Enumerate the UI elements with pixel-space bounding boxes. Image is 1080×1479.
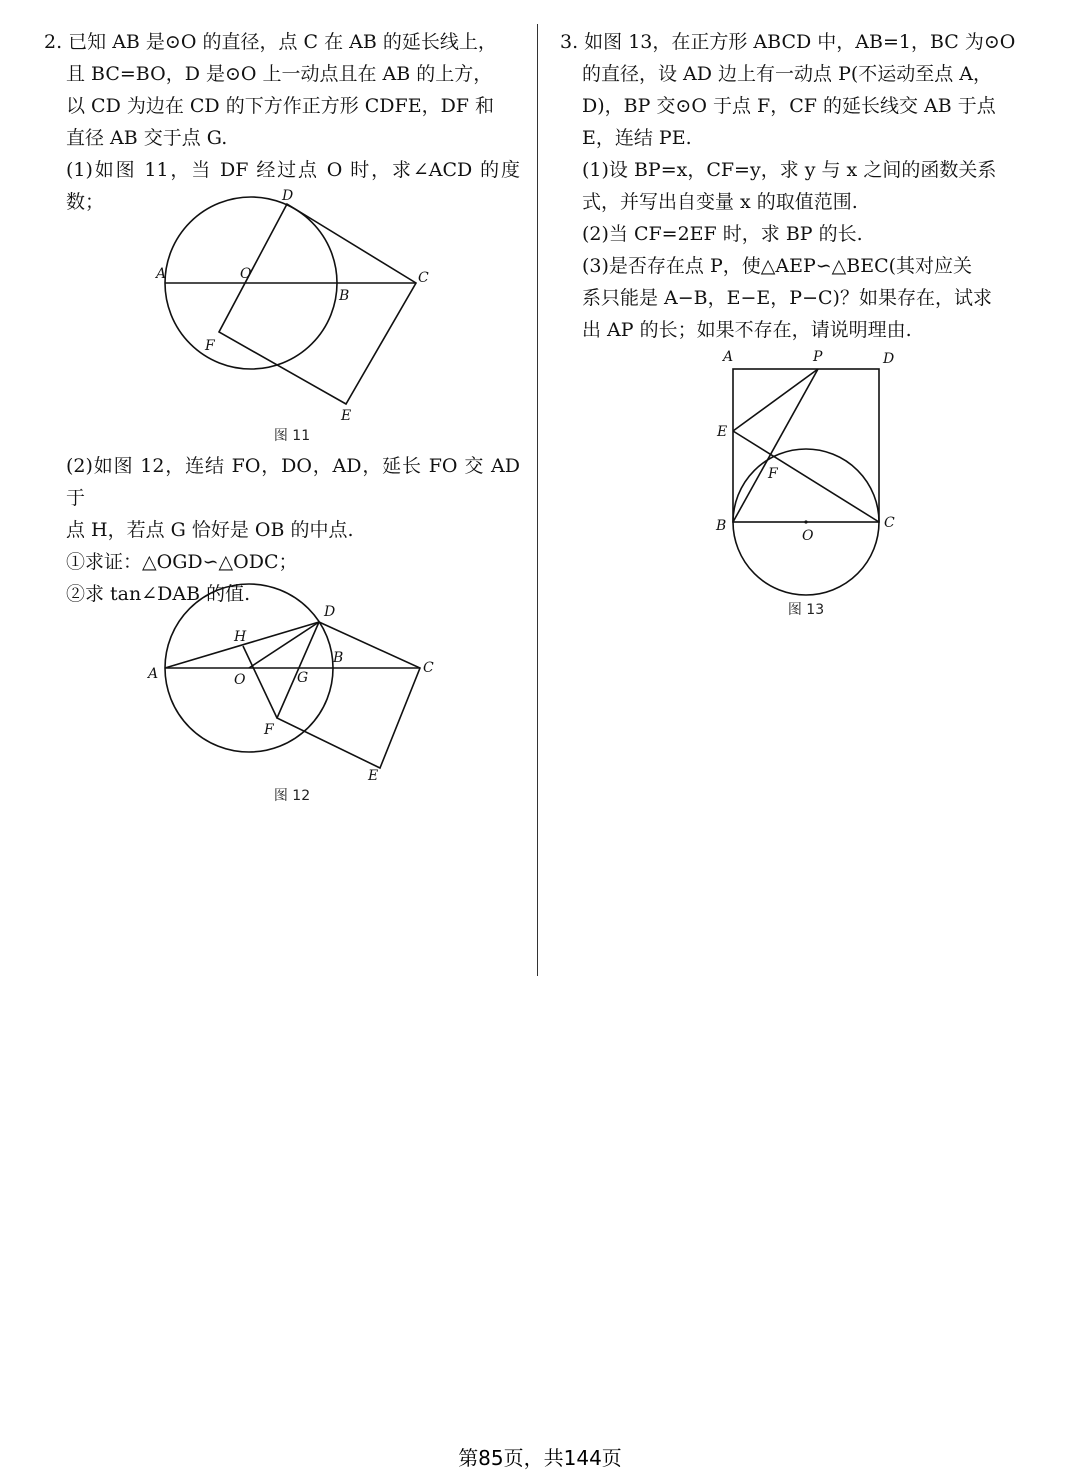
- fig12-label-e: E: [368, 768, 379, 784]
- problem-3-part-3-line-3: 出 AP 的长；如果不存在，请说明理由.: [582, 319, 912, 341]
- fig12-square-cdfe: [277, 622, 420, 768]
- fig13-caption: 图 13: [787, 602, 825, 618]
- fig12-caption: 图 12: [273, 788, 311, 804]
- problem-3-part-2: (2)当 CF=2EF 时，求 BP 的长.: [582, 223, 863, 245]
- figure-11: [140, 180, 460, 450]
- problem-3-part-1-line-1: (1)设 BP=x，CF=y，求 y 与 x 之间的函数关系: [582, 159, 997, 181]
- figure-11-svg: [140, 180, 460, 450]
- problem-3-intro-line-4: E，连结 PE.: [582, 127, 692, 149]
- problem-2-part-1: (1)如图 11，当 DF 经过点 O 时，求∠ACD 的度数；: [66, 159, 520, 213]
- fig12-label-b: B: [333, 650, 344, 666]
- figure-12-svg: [140, 580, 460, 810]
- problem-2-part-2-i: ①求证：△OGD∽△ODC；: [66, 551, 298, 573]
- fig11-label-b: B: [339, 288, 350, 304]
- problem-3: [560, 26, 1038, 346]
- problem-3-part-3-line-1: (3)是否存在点 P，使△AEP∽△BEC(其对应关: [582, 255, 973, 277]
- fig11-label-c: C: [418, 270, 429, 286]
- fig11-label-o: O: [240, 266, 252, 282]
- column-divider: [537, 24, 538, 976]
- fig11-label-e: E: [341, 408, 352, 424]
- problem-2-intro-line-1: 2. 已知 AB 是⊙O 的直径，点 C 在 AB 的延长线上，: [44, 31, 497, 53]
- problem-2-intro-line-3: 以 CD 为边在 CD 的下方作正方形 CDFE，DF 和: [66, 95, 495, 117]
- problem-2-intro-line-4: 直径 AB 交于点 G.: [66, 127, 228, 149]
- fig11-square-cdfe: [219, 204, 416, 404]
- fig11-caption: 图 11: [273, 428, 311, 444]
- fig12-label-g: G: [297, 670, 309, 686]
- fig11-label-f: F: [205, 338, 215, 354]
- figure-12: [140, 580, 460, 810]
- problem-2-intro-line-2: 且 BC=BO，D 是⊙O 上一动点且在 AB 的上方，: [66, 63, 493, 85]
- problem-2-part-2-line-1: (2)如图 12，连结 FO，DO，AD，延长 FO 交 AD 于: [66, 455, 520, 509]
- fig12-label-a: A: [148, 666, 159, 682]
- fig13-label-e: E: [717, 424, 728, 440]
- fig12-label-h: H: [234, 629, 247, 645]
- problem-3-intro-line-1: 3. 如图 13，在正方形 ABCD 中，AB=1，BC 为⊙O: [560, 31, 1016, 53]
- fig11-label-d: D: [282, 188, 294, 204]
- problem-2-part-2-line-2: 点 H，若点 G 恰好是 OB 的中点.: [66, 519, 354, 541]
- fig13-label-o: O: [802, 528, 814, 544]
- problem-3-part-1-line-2: 式，并写出自变量 x 的取值范围.: [582, 191, 858, 213]
- fig13-label-a: A: [723, 349, 734, 365]
- problem-3-part-3-line-2: 系只能是 A−B，E−E，P−C)？如果存在，试求: [582, 287, 992, 309]
- fig13-label-c: C: [884, 515, 895, 531]
- fig13-label-b: B: [716, 518, 727, 534]
- fig13-line-pe: [733, 369, 818, 431]
- problem-2-part-2-ii: ②求 tan∠DAB 的值.: [66, 583, 251, 605]
- page-number: 第85页，共144页: [458, 1446, 622, 1470]
- fig12-line-fh: [243, 646, 277, 718]
- fig13-line-ec: [733, 431, 879, 522]
- figure-13: [700, 340, 910, 630]
- problem-3-intro-line-3: D)，BP 交⊙O 于点 F，CF 的延长线交 AB 于点: [582, 95, 996, 117]
- fig13-label-p: P: [813, 349, 823, 365]
- problem-3-intro-line-2: 的直径，设 AD 边上有一动点 P(不运动至点 A，: [582, 63, 993, 85]
- fig12-label-f: F: [264, 722, 274, 738]
- fig11-label-a: A: [156, 266, 167, 282]
- fig12-label-d: D: [324, 604, 336, 620]
- fig12-label-o: O: [234, 672, 246, 688]
- fig13-label-d: D: [883, 351, 895, 367]
- fig13-label-f: F: [768, 466, 778, 482]
- figure-13-svg: [700, 340, 910, 630]
- fig13-center-point: [804, 520, 807, 523]
- fig12-label-c: C: [423, 660, 434, 676]
- fig13-line-bp: [733, 369, 818, 522]
